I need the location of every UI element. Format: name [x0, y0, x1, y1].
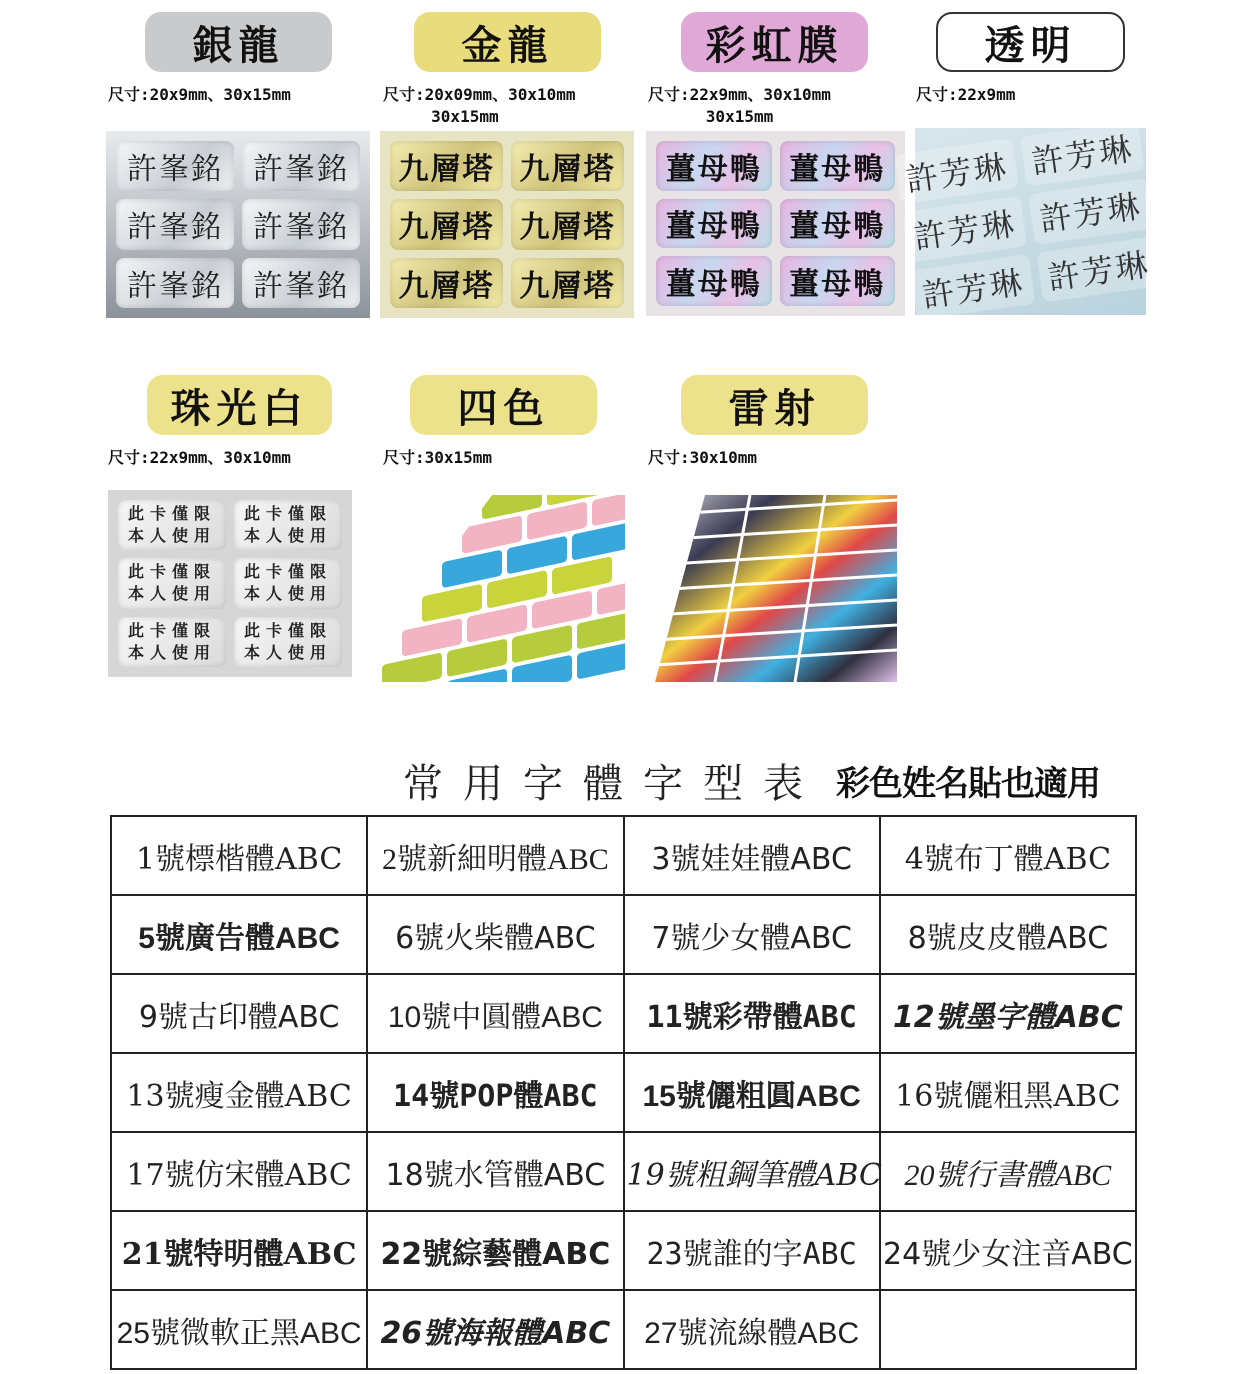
material-size-pearl: 尺寸:22x9mm、30x10mm [108, 448, 291, 467]
font-cell: 16號儷粗黑ABC [880, 1053, 1136, 1132]
sample-label: 許峯銘 [242, 258, 360, 308]
sample-photo-clear [903, 128, 1152, 315]
font-table-subtitle: 彩色姓名貼也適用 [836, 764, 1100, 804]
four-color-sheet [382, 495, 625, 682]
font-cell: 13號瘦金體ABC [111, 1053, 367, 1132]
font-cell: 9號古印體ABC [111, 974, 367, 1053]
font-cell: 14號POP體ABC [367, 1053, 623, 1132]
material-badge-clear: 透明 [936, 12, 1125, 72]
sample-label: 許芳琳 [910, 254, 1035, 320]
sample-photo-gold [380, 131, 634, 318]
font-cell: 8號皮皮體ABC [880, 895, 1136, 974]
font-cell: 26號海報體ABC [367, 1290, 623, 1369]
sample-label: 許芳琳 [1028, 178, 1153, 244]
sample-label: 九層塔 [390, 199, 503, 249]
font-cell: 10號中圓體ABC [367, 974, 623, 1053]
table-row [111, 816, 1136, 895]
material-size-silver: 尺寸:20x9mm、30x15mm [108, 85, 291, 104]
font-cell: 5號廣告體ABC [111, 895, 367, 974]
font-cell: 6號火柴體ABC [367, 895, 623, 974]
sample-label: 許峯銘 [242, 199, 360, 249]
table-row [111, 1211, 1136, 1290]
sample-photo-rainbow [646, 131, 905, 316]
sample-label: 薑母鴨 [780, 141, 896, 191]
table-row [111, 1132, 1136, 1211]
font-cell: 22號綜藝體ABC [367, 1211, 623, 1290]
sample-label: 此卡僅限 本人使用 [118, 617, 226, 667]
sample-label: 此卡僅限 本人使用 [234, 558, 342, 608]
font-cell: 11號彩帶體ABC [624, 974, 880, 1053]
font-cell: 15號儷粗圓ABC [624, 1053, 880, 1132]
font-table-title: 常用字體字型表 [403, 761, 823, 807]
sample-label: 薑母鴨 [656, 199, 772, 249]
font-cell: 24號少女注音ABC [880, 1211, 1136, 1290]
sample-label: 九層塔 [511, 199, 624, 249]
material-size-laser: 尺寸:30x10mm [648, 448, 758, 467]
table-row [111, 1053, 1136, 1132]
material-badge-fourcolor: 四色 [410, 375, 597, 435]
material-badge-pearl: 珠光白 [147, 375, 332, 435]
font-cell: 7號少女體ABC [624, 895, 880, 974]
material-badge-laser: 雷射 [681, 375, 868, 435]
material-size-clear: 尺寸:22x9mm [916, 85, 1016, 104]
sample-label: 許峯銘 [116, 199, 234, 249]
font-cell: 25號微軟正黑ABC [111, 1290, 367, 1369]
material-badge-gold: 金龍 [414, 12, 601, 72]
font-cell: 2號新細明體ABC [367, 816, 623, 895]
sample-label: 九層塔 [511, 258, 624, 308]
table-row [111, 974, 1136, 1053]
sample-label: 許峯銘 [116, 141, 234, 191]
material-badge-rainbow: 彩虹膜 [681, 12, 868, 72]
sample-label: 九層塔 [390, 258, 503, 308]
sample-label: 薑母鴨 [780, 256, 896, 306]
sample-label: 此卡僅限 本人使用 [118, 558, 226, 608]
sample-label: 許芳琳 [894, 138, 1019, 204]
font-cell: 19號粗鋼筆體ABC [624, 1132, 880, 1211]
sample-label: 許芳琳 [902, 196, 1027, 262]
sample-label: 薑母鴨 [780, 199, 896, 249]
sample-photo-pearl [108, 490, 352, 677]
material-size-gold: 尺寸:20x09mm、30x10mm 30x15mm [383, 85, 576, 126]
sample-photo-laser [655, 495, 897, 682]
sample-label: 此卡僅限 本人使用 [118, 500, 226, 550]
font-cell: 23號誰的字ABC [624, 1211, 880, 1290]
sample-label: 薑母鴨 [656, 256, 772, 306]
font-cell: 4號布丁體ABC [880, 816, 1136, 895]
material-size-rainbow: 尺寸:22x9mm、30x10mm 30x15mm [648, 85, 831, 126]
sample-label: 此卡僅限 本人使用 [234, 500, 342, 550]
sample-label: 薑母鴨 [656, 141, 772, 191]
sample-photo-fourcolor [382, 495, 625, 682]
sample-photo-silver [106, 131, 370, 318]
font-cell: 21號特明體ABC [111, 1211, 367, 1290]
table-row [111, 895, 1136, 974]
table-row [111, 1290, 1136, 1369]
font-cell: 20號行書體ABC [880, 1132, 1136, 1211]
laser-sheet [655, 495, 897, 682]
sample-label: 九層塔 [511, 141, 624, 191]
sample-label: 許芳琳 [1036, 236, 1161, 302]
font-style-table [110, 815, 1137, 1370]
font-cell: 3號娃娃體ABC [624, 816, 880, 895]
material-size-fourcolor: 尺寸:30x15mm [383, 448, 493, 467]
font-cell: 18號水管體ABC [367, 1132, 623, 1211]
sample-label: 許峯銘 [242, 141, 360, 191]
font-cell-empty [880, 1290, 1136, 1369]
sample-label: 此卡僅限 本人使用 [234, 617, 342, 667]
font-cell: 12號墨字體ABC [880, 974, 1136, 1053]
sample-label: 許峯銘 [116, 258, 234, 308]
sample-label: 許芳琳 [1020, 121, 1145, 187]
material-badge-silver: 銀龍 [145, 12, 332, 72]
font-cell: 1號標楷體ABC [111, 816, 367, 895]
sample-label: 九層塔 [390, 141, 503, 191]
font-cell: 27號流線體ABC [624, 1290, 880, 1369]
font-cell: 17號仿宋體ABC [111, 1132, 367, 1211]
